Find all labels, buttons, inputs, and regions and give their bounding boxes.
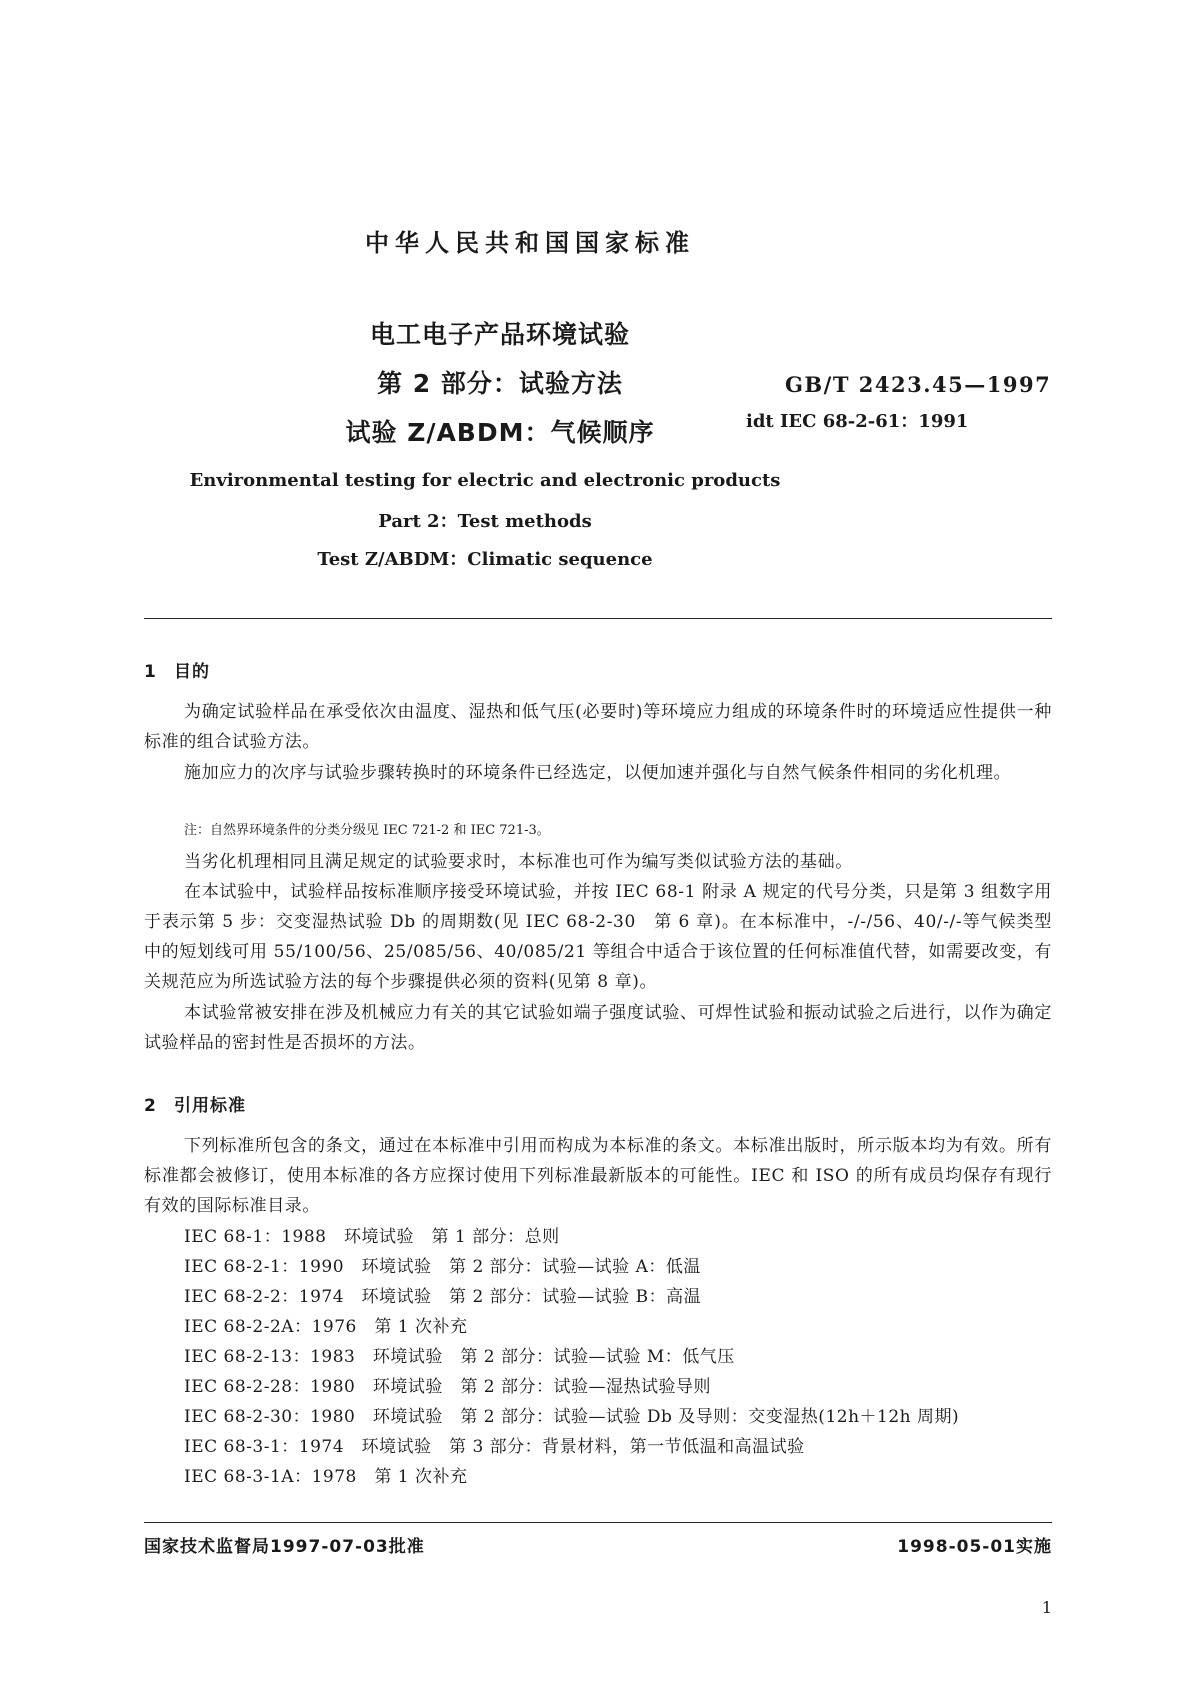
- note: 注：自然界环境条件的分类分级见 IEC 721-2 和 IEC 721-3。: [184, 823, 550, 838]
- reference-item: IEC 68-3-1：1974 环境试验 第 3 部分：背景材料，第一节低温和高温试验: [184, 1437, 805, 1457]
- reference-item: IEC 68-3-1A：1978 第 1 次补充: [184, 1467, 468, 1487]
- reference-item: IEC 68-2-2：1974 环境试验 第 2 部分：试验—试验 B：高温: [184, 1287, 702, 1307]
- issuing-org: 中华人民共和国国家标准: [365, 229, 695, 257]
- section-title: 目的: [174, 662, 210, 682]
- reference-list: [184, 1222, 959, 1492]
- paragraph: 在本试验中，试验样品按标准顺序接受环境试验，并按 IEC 68-1 附录 A 规定的代号分类，只是第 3 组数字用于表示第 5 步：交变湿热试验 Db 的周期数(见 IEC 68-2-30 第 6 章)。在本标准中，-/-/56、40/-/-等气候类型中的短划线可用 55/100/56、25/085/56、40/085/21 等组合中适合于该位置的任何标准值代替，如需要改变，有关规范应为所选试验方法的每个步骤提供必须的资料(见第 8 章)。: [144, 882, 1052, 992]
- reference-item: IEC 68-2-28：1980 环境试验 第 2 部分：试验—湿热试验导则: [184, 1377, 711, 1397]
- standard-code: GB/T 2423.45—1997: [785, 372, 1052, 397]
- title-en-line-2: Part 2：Test methods: [378, 511, 592, 532]
- header-divider: [144, 618, 1052, 619]
- section-title: 引用标准: [174, 1096, 246, 1116]
- section-2-heading: [144, 1091, 246, 1116]
- section-number: 2: [144, 1096, 157, 1116]
- paragraph: 施加应力的次序与试验步骤转换时的环境条件已经选定，以便加速并强化与自然气候条件相同的劣化机理。: [184, 763, 1012, 783]
- reference-item: IEC 68-1：1988 环境试验 第 1 部分：总则: [184, 1227, 560, 1247]
- reference-item: IEC 68-2-2A：1976 第 1 次补充: [184, 1317, 468, 1337]
- paragraph: 当劣化机理相同且满足规定的试验要求时，本标准也可作为编写类似试验方法的基础。: [184, 852, 853, 872]
- effective-date: 1998-05-01实施: [897, 1537, 1052, 1557]
- paragraph: 下列标准所包含的条文，通过在本标准中引用而构成为本标准的条文。本标准出版时，所示版本均为有效。所有标准都会被修订，使用本标准的各方应探讨使用下列标准最新版本的可能性。IEC 和 ISO 的所有成员均保存有现行有效的国际标准目录。: [144, 1136, 1052, 1216]
- reference-item: IEC 68-2-13：1983 环境试验 第 2 部分：试验—试验 M：低气压: [184, 1347, 735, 1367]
- title-cn-line-1: 电工电子产品环境试验: [369, 320, 630, 349]
- title-en-line-3: Test Z/ABDM：Climatic sequence: [317, 549, 653, 570]
- title-cn-line-3: 试验 Z/ABDM：气候顺序: [345, 418, 655, 447]
- section-1-heading: [144, 657, 210, 682]
- idt-reference: idt IEC 68-2-61：1991: [746, 411, 969, 432]
- section-number: 1: [144, 662, 157, 682]
- reference-item: IEC 68-2-30：1980 环境试验 第 2 部分：试验—试验 Db 及导则：交变湿热(12h＋12h 周期): [184, 1407, 960, 1427]
- title-en-line-1: Environmental testing for electric and electronic products: [189, 470, 781, 491]
- paragraph: 为确定试验样品在承受依次由温度、湿热和低气压(必要时)等环境应力组成的环境条件时的环境适应性提供一种标准的组合试验方法。: [144, 702, 1052, 752]
- title-cn-line-2: 第 2 部分：试验方法: [377, 369, 623, 398]
- footer-divider: [144, 1522, 1052, 1523]
- page-number: 1: [1041, 1598, 1052, 1617]
- reference-item: IEC 68-2-1：1990 环境试验 第 2 部分：试验—试验 A：低温: [184, 1257, 701, 1277]
- approval-date: 国家技术监督局1997-07-03批准: [144, 1537, 425, 1557]
- paragraph: 本试验常被安排在涉及机械应力有关的其它试验如端子强度试验、可焊性试验和振动试验之后进行，以作为确定试验样品的密封性是否损坏的方法。: [144, 1003, 1052, 1053]
